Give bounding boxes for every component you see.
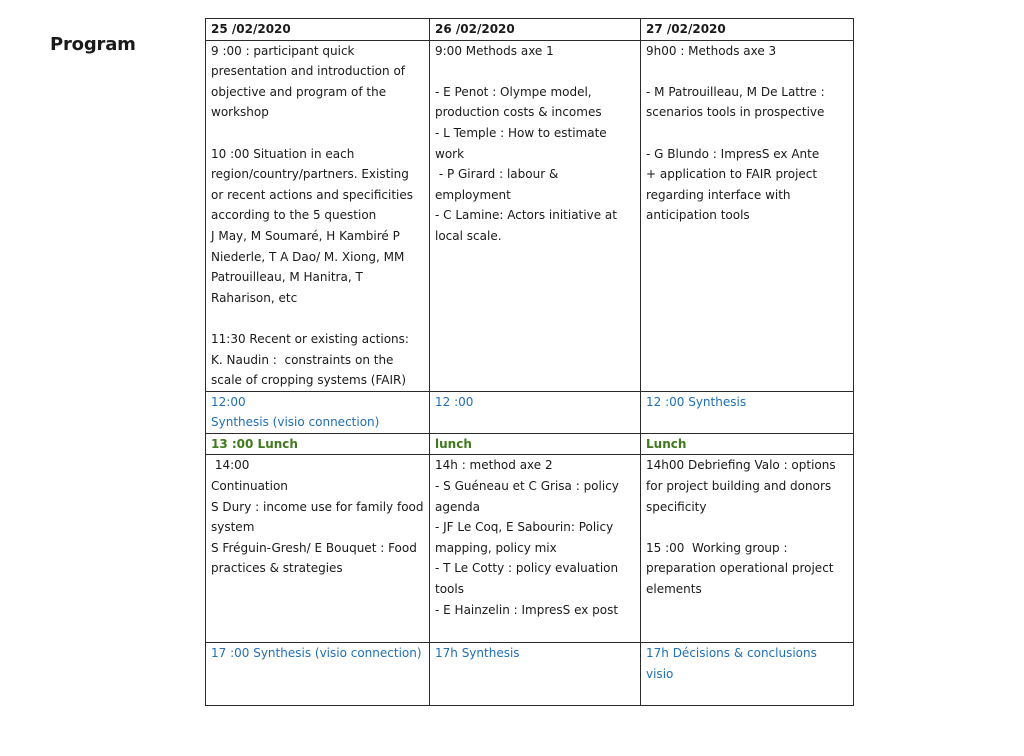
cell-text-line: 9h00 : Methods axe 3 xyxy=(646,43,777,58)
cell-text-line: S Fréguin-Gresh/ E Bouquet : Food xyxy=(211,540,417,555)
cell-text-line: 12:00 xyxy=(211,394,246,409)
cell-text-line: 17h Décisions & conclusions xyxy=(646,646,817,661)
cell-text-line: - E Penot : Olympe model, xyxy=(435,84,592,99)
cell-text-line: 11:30 Recent or existing actions: xyxy=(211,331,409,346)
evening-cell xyxy=(641,643,854,706)
cell-text-line: agenda xyxy=(435,499,480,514)
midday-synthesis-row xyxy=(206,391,854,433)
day-header: 26 /02/2020 xyxy=(430,19,641,41)
cell-text-line: visio xyxy=(646,667,674,682)
blank-line xyxy=(211,308,425,329)
afternoon-cell xyxy=(641,455,854,643)
cell-text-line: preparation operational project xyxy=(646,561,834,576)
cell-text-line: - S Guéneau et C Grisa : policy xyxy=(435,479,619,494)
midday-synthesis-cell xyxy=(206,391,430,433)
evening-cell xyxy=(206,643,430,706)
cell-text-line: elements xyxy=(646,582,702,597)
evening-row xyxy=(206,643,854,706)
cell-text-line: anticipation tools xyxy=(646,208,750,223)
program-table xyxy=(205,18,854,706)
cell-text-line: J May, M Soumaré, H Kambiré P xyxy=(211,228,400,243)
cell-text-line: scenarios tools in prospective xyxy=(646,105,825,120)
cell-text-line: 17 :00 Synthesis (visio connection) xyxy=(211,646,422,661)
morning-cell xyxy=(206,40,430,391)
afternoon-cell xyxy=(206,455,430,643)
cell-text-line: S Dury : income use for family food xyxy=(211,499,424,514)
midday-synthesis-cell xyxy=(430,391,641,433)
cell-text-line: region/country/partners. Existing xyxy=(211,167,409,182)
day-header: 27 /02/2020 xyxy=(641,19,854,41)
cell-text-line: - JF Le Coq, E Sabourin: Policy xyxy=(435,520,614,535)
blank-line xyxy=(646,517,849,538)
cell-text-line: presentation and introduction of xyxy=(211,64,406,79)
cell-text-line: 9:00 Methods axe 1 xyxy=(435,43,554,58)
blank-line xyxy=(646,123,849,144)
cell-text-line: + application to FAIR project xyxy=(646,167,818,182)
cell-text-line: regarding interface with xyxy=(646,187,791,202)
cell-text-line: or recent actions and specificities xyxy=(211,187,413,202)
cell-text-line: 12 :00 Synthesis xyxy=(646,394,747,409)
cell-text-line: specificity xyxy=(646,499,707,514)
afternoon-row xyxy=(206,455,854,643)
afternoon-cell xyxy=(430,455,641,643)
evening-cell xyxy=(430,643,641,706)
blank-line xyxy=(646,61,849,82)
cell-text-line: for project building and donors xyxy=(646,479,832,494)
cell-text-line: objective and program of the xyxy=(211,84,387,99)
cell-text-line: - T Le Cotty : policy evaluation xyxy=(435,561,619,576)
cell-text-line: 10 :00 Situation in each xyxy=(211,146,355,161)
cell-text-line: - P Girard : labour & xyxy=(435,167,559,182)
morning-cell xyxy=(430,40,641,391)
cell-text-line: Niederle, T A Dao/ M. Xiong, MM xyxy=(211,249,405,264)
day-header-row xyxy=(206,19,854,41)
cell-text-line: Raharison, etc xyxy=(211,290,298,305)
cell-text-line: local scale. xyxy=(435,228,502,243)
midday-synthesis-cell xyxy=(641,391,854,433)
cell-text-line: Patrouilleau, M Hanitra, T xyxy=(211,270,363,285)
page-title: Program xyxy=(50,34,136,55)
lunch-row xyxy=(206,433,854,455)
cell-text-line: 17h Synthesis xyxy=(435,646,520,661)
cell-text-line: practices & strategies xyxy=(211,561,343,576)
cell-text-line: - L Temple : How to estimate xyxy=(435,125,607,140)
cell-text-line: scale of cropping systems (FAIR) xyxy=(211,373,407,388)
cell-text-line: - G Blundo : ImpresS ex Ante xyxy=(646,146,820,161)
cell-text-line: tools xyxy=(435,582,464,597)
cell-text-line: 14h00 Debriefing Valo : options xyxy=(646,458,836,473)
day-header: 25 /02/2020 xyxy=(206,19,430,41)
cell-text-line: Synthesis (visio connection) xyxy=(211,415,380,430)
cell-text-line: according to the 5 question xyxy=(211,208,377,223)
lunch-cell: lunch xyxy=(430,433,641,455)
cell-text-line: - M Patrouilleau, M De Lattre : xyxy=(646,84,825,99)
cell-text-line: work xyxy=(435,146,465,161)
cell-text-line: production costs & incomes xyxy=(435,105,602,120)
cell-text-line: 12 :00 xyxy=(435,394,474,409)
cell-text-line: Continuation xyxy=(211,479,288,494)
cell-text-line: 15 :00 Working group : xyxy=(646,540,788,555)
cell-text-line: - E Hainzelin : ImpresS ex post xyxy=(435,602,619,617)
blank-line xyxy=(435,61,636,82)
cell-text-line: system xyxy=(211,520,255,535)
cell-text-line: - C Lamine: Actors initiative at xyxy=(435,208,617,223)
cell-text-line: mapping, policy mix xyxy=(435,540,557,555)
cell-text-line: employment xyxy=(435,187,511,202)
cell-text-line: 9 :00 : participant quick xyxy=(211,43,355,58)
cell-text-line: 14h : method axe 2 xyxy=(435,458,553,473)
cell-text-line: 14:00 xyxy=(211,458,250,473)
blank-line xyxy=(211,123,425,144)
morning-cell xyxy=(641,40,854,391)
lunch-cell: 13 :00 Lunch xyxy=(206,433,430,455)
morning-row xyxy=(206,40,854,391)
lunch-cell: Lunch xyxy=(641,433,854,455)
cell-text-line: workshop xyxy=(211,105,269,120)
cell-text-line: K. Naudin : constraints on the xyxy=(211,352,394,367)
